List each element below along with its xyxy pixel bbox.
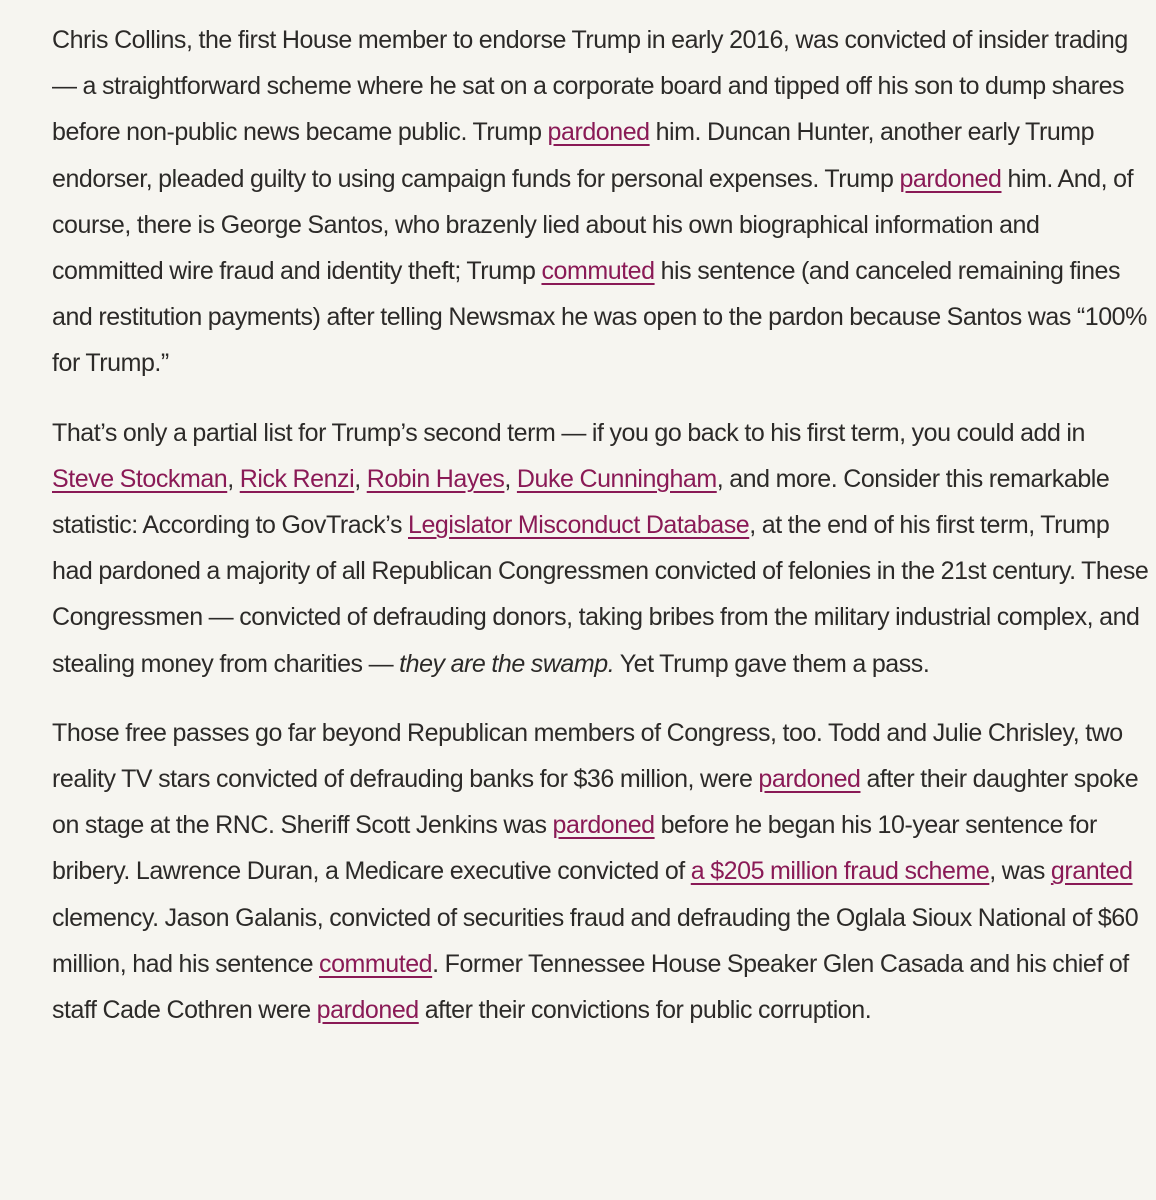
link-pardoned-casada[interactable]: pardoned — [316, 996, 419, 1025]
link-commuted-galanis[interactable]: commuted — [319, 949, 433, 978]
link-pardoned-chrisley[interactable]: pardoned — [758, 765, 861, 794]
text-run: , at the end of his first term, Trump had pardoned a majority of all Republican Congressmen convicted of felonies in the 21st century. These Congressmen — convicted of defrauding donors, taking bribes from the military industrial complex, and stealing money from charities — — [52, 511, 1149, 678]
text-run: after their daughter spoke on stage at the RNC. Sheriff Scott Jenkins was — [52, 765, 1139, 840]
text-run: his sentence (and canceled remaining fines and restitution payments) after telling Newsmax he was open to the pardon because Santos was “100% for Trump.” — [52, 257, 1147, 378]
text-run: , — [227, 464, 240, 493]
link-pardoned-jenkins[interactable]: pardoned — [552, 811, 655, 840]
paragraph-first-term-list — [52, 410, 1152, 687]
text-run: Those free passes go far beyond Republican members of Congress, too. Todd and Julie Chrisley, two reality TV stars convicted of defrauding banks for $36 million, were — [52, 718, 1123, 794]
link-commuted-santos[interactable]: commuted — [541, 257, 655, 286]
link-granted-clemency[interactable]: granted — [1050, 857, 1133, 886]
text-run: him. Duncan Hunter, another early Trump endorser, pleaded guilty to using campaign funds for personal expenses. Trump — [52, 118, 1095, 193]
link-pardoned-collins[interactable]: pardoned — [547, 118, 650, 147]
text-run: , — [504, 464, 517, 493]
text-run: , — [354, 464, 367, 493]
paragraph-collins-hunter-santos — [52, 17, 1152, 387]
text-run: That’s only a partial list for Trump’s second term — if you go back to his first term, you could add in — [52, 418, 1085, 447]
link-robin-hayes[interactable]: Robin Hayes — [366, 464, 505, 493]
text-run: Chris Collins, the first House member to endorse Trump in early 2016, was convicted of insider trading — a straightforward scheme where he sat on a corporate board and tipped off his son to dump shares before non-public news became public. Trump — [52, 26, 1128, 147]
link-rick-renzi[interactable]: Rick Renzi — [239, 464, 355, 493]
link-fraud-scheme[interactable]: a $205 million fraud scheme — [690, 857, 990, 886]
emphasis-swamp: they are the swamp. — [399, 649, 615, 678]
text-run: , was — [989, 857, 1051, 886]
text-run: , and more. Consider this remarkable statistic: According to GovTrack’s — [52, 464, 1110, 540]
link-duke-cunningham[interactable]: Duke Cunningham — [516, 464, 717, 493]
text-run: before he began his 10-year sentence for bribery. Lawrence Duran, a Medicare executive convicted of — [52, 811, 1097, 886]
text-run: him. And, of course, there is George Santos, who brazenly lied about his own biographical information and committed wire fraud and identity theft; Trump — [52, 164, 1134, 286]
text-run: . Former Tennessee House Speaker Glen Casada and his chief of staff Cade Cothren were — [52, 949, 1129, 1025]
text-run: clemency. Jason Galanis, convicted of securities fraud and defrauding the Oglala Sioux National of $60 million, had his sentence — [52, 903, 1139, 978]
link-pardoned-hunter[interactable]: pardoned — [899, 164, 1002, 193]
text-run: after their convictions for public corruption. — [418, 996, 872, 1025]
link-legislator-misconduct-database[interactable]: Legislator Misconduct Database — [408, 511, 750, 540]
link-steve-stockman[interactable]: Steve Stockman — [52, 464, 228, 493]
paragraph-free-passes — [52, 710, 1152, 1033]
text-run: Yet Trump gave them a pass. — [614, 649, 930, 678]
